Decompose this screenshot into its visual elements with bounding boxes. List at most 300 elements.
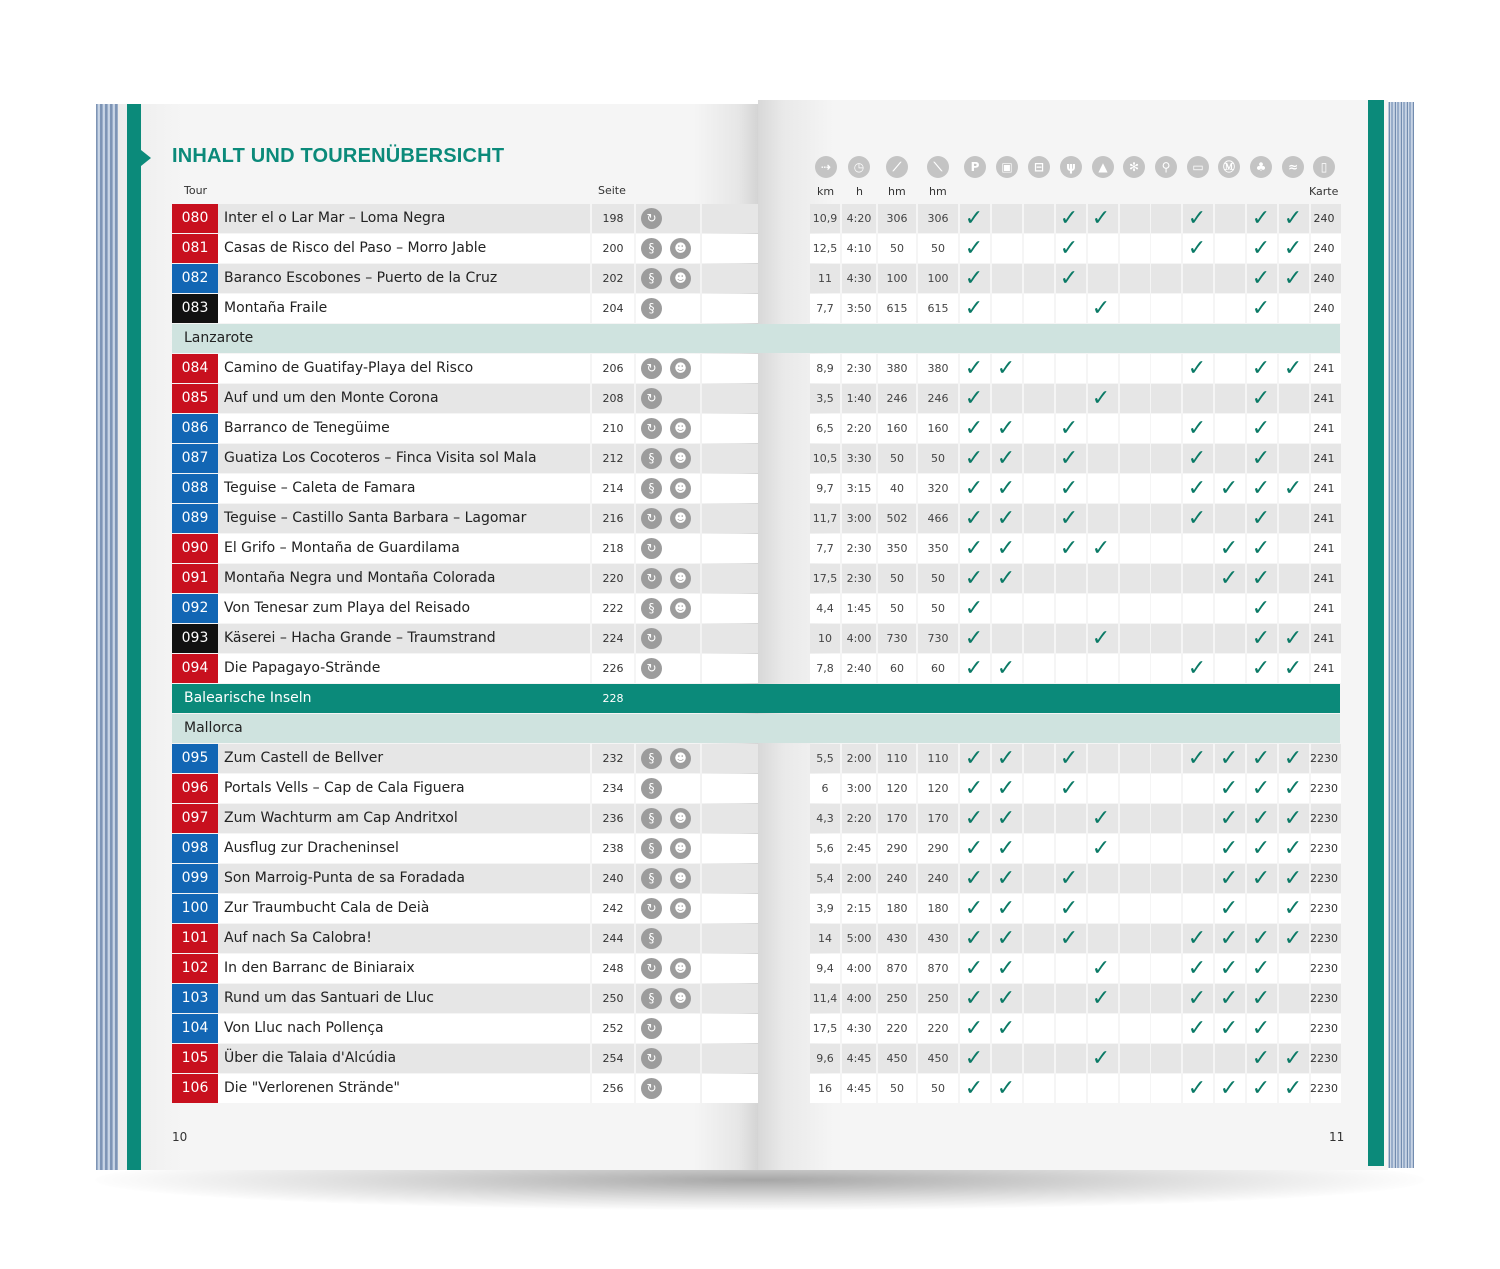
tour-ascent: 120: [886, 782, 908, 795]
tour-number: 106: [172, 1074, 218, 1103]
check-icon: ✓: [1091, 836, 1111, 861]
tour-number: 087: [172, 444, 218, 473]
restaurant-icon: ψ: [1060, 156, 1082, 178]
cell-background: [702, 894, 758, 923]
tour-descent: 240: [927, 872, 949, 885]
cell-background: [1024, 294, 1054, 323]
check-icon: ✓: [964, 536, 984, 561]
one-way-route-icon: §: [641, 748, 662, 769]
tour-duration: 2:20: [846, 422, 872, 435]
check-icon: ✓: [1283, 266, 1303, 291]
check-icon: ✓: [964, 866, 984, 891]
page-number-right: 11: [1329, 1130, 1345, 1144]
tour-map-number: 2230: [1310, 842, 1338, 855]
check-icon: ✓: [1187, 956, 1207, 981]
tour-name: Baranco Escobones – Puerto de la Cruz: [224, 270, 498, 286]
tour-number: 088: [172, 474, 218, 503]
loop-route-icon: ↻: [641, 898, 662, 919]
tour-map-number: 241: [1313, 362, 1335, 375]
clock-icon: ◷: [848, 156, 870, 178]
cell-background: [992, 294, 1022, 323]
tour-map-number: 241: [1313, 542, 1335, 555]
tour-ascent: 40: [890, 482, 904, 495]
tour-ascent: 240: [886, 872, 908, 885]
tour-number: 085: [172, 384, 218, 413]
kid-friendly-icon: ☻: [670, 238, 691, 259]
kid-friendly-icon: ☻: [670, 868, 691, 889]
cell-background: [1024, 444, 1054, 473]
cell-background: [1183, 834, 1213, 863]
cell-background: [1056, 1074, 1086, 1103]
check-icon: ✓: [964, 476, 984, 501]
cell-background: [702, 294, 758, 323]
tour-number: 090: [172, 534, 218, 563]
one-way-route-icon: §: [641, 478, 662, 499]
tour-page: 220: [602, 572, 624, 585]
header-tour: Tour: [184, 184, 208, 197]
tour-ascent: 60: [890, 662, 904, 675]
loop-route-icon: ↻: [641, 538, 662, 559]
check-icon: ✓: [996, 476, 1016, 501]
tour-page: 254: [602, 1052, 624, 1065]
section-row: [0, 714, 1500, 744]
cell-background: [1024, 414, 1054, 443]
cell-background: [1056, 654, 1086, 683]
cell-background: [1120, 564, 1150, 593]
tour-ascent: 350: [886, 542, 908, 555]
cell-background: [1151, 894, 1181, 923]
tour-name: Inter el o Lar Mar – Loma Negra: [224, 210, 446, 226]
header-hm-up: hm: [888, 185, 906, 198]
tour-distance: 5,5: [816, 752, 834, 765]
tour-page: 226: [602, 662, 624, 675]
tour-descent: 100: [927, 272, 949, 285]
tour-map-number: 2230: [1310, 752, 1338, 765]
cell-background: [1151, 384, 1181, 413]
table-row: [0, 894, 1500, 924]
check-icon: ✓: [964, 446, 984, 471]
cell-background: [702, 1014, 758, 1043]
tour-map-number: 241: [1313, 422, 1335, 435]
page-number-left: 10: [172, 1130, 188, 1144]
cell-background: [1088, 234, 1118, 263]
check-icon: ✓: [1091, 296, 1111, 321]
kid-friendly-icon: ☻: [670, 598, 691, 619]
kid-friendly-icon: ☻: [670, 478, 691, 499]
tour-ascent: 870: [886, 962, 908, 975]
cell-background: [1088, 864, 1118, 893]
header-km: km: [817, 185, 835, 198]
check-icon: ✓: [1187, 416, 1207, 441]
tour-duration: 4:45: [846, 1082, 872, 1095]
cell-background: [1056, 624, 1086, 653]
map-icon: ▯: [1313, 156, 1335, 178]
cell-background: [1120, 924, 1150, 953]
table-row: [0, 294, 1500, 324]
tour-name: Rund um das Santuari de Lluc: [224, 990, 434, 1006]
tour-duration: 1:45: [846, 602, 872, 615]
cell-background: [1279, 444, 1309, 473]
check-icon: ✓: [996, 536, 1016, 561]
cell-background: [1151, 1014, 1181, 1043]
cell-background: [1279, 534, 1309, 563]
tour-descent: 250: [927, 992, 949, 1005]
tour-page: 236: [602, 812, 624, 825]
cell-background: [1056, 984, 1086, 1013]
tour-distance: 14: [818, 932, 832, 945]
tour-duration: 2:30: [846, 572, 872, 585]
tour-descent: 50: [931, 572, 945, 585]
check-icon: ✓: [1187, 656, 1207, 681]
cell-background: [1120, 1014, 1150, 1043]
tour-descent: 615: [927, 302, 949, 315]
table-row: [0, 594, 1500, 624]
tour-descent: 50: [931, 242, 945, 255]
tour-number: 099: [172, 864, 218, 893]
loop-route-icon: ↻: [641, 508, 662, 529]
cell-background: [1088, 894, 1118, 923]
cell-background: [702, 384, 758, 413]
check-icon: ✓: [1283, 356, 1303, 381]
cell-background: [1120, 204, 1150, 233]
tour-number: 103: [172, 984, 218, 1013]
cell-background: [992, 594, 1022, 623]
cell-background: [1183, 384, 1213, 413]
check-icon: ✓: [996, 506, 1016, 531]
cell-background: [1024, 1044, 1054, 1073]
tour-distance: 11,4: [812, 992, 838, 1005]
tour-distance: 9,4: [816, 962, 834, 975]
cell-background: [1247, 894, 1277, 923]
loop-route-icon: ↻: [641, 1048, 662, 1069]
tour-map-number: 241: [1313, 632, 1335, 645]
table-row: [0, 624, 1500, 654]
tour-descent: 466: [927, 512, 949, 525]
check-icon: ✓: [1091, 206, 1111, 231]
cell-background: [702, 474, 758, 503]
cell-background: [1151, 774, 1181, 803]
cell-background: [702, 924, 758, 953]
check-icon: ✓: [964, 356, 984, 381]
check-icon: ✓: [1091, 956, 1111, 981]
table-row: [0, 264, 1500, 294]
cell-background: [1024, 594, 1054, 623]
check-icon: ✓: [1251, 446, 1271, 471]
tour-duration: 2:30: [846, 362, 872, 375]
cell-background: [1056, 804, 1086, 833]
check-icon: ✓: [1283, 896, 1303, 921]
table-row: [0, 504, 1500, 534]
cell-background: [702, 534, 758, 563]
check-icon: ✓: [1251, 476, 1271, 501]
cell-background: [1215, 264, 1245, 293]
table-row: [0, 954, 1500, 984]
cell-background: [1215, 1044, 1245, 1073]
tour-page: 202: [602, 272, 624, 285]
check-icon: ✓: [1251, 776, 1271, 801]
tour-page: 250: [602, 992, 624, 1005]
table-row: [0, 984, 1500, 1014]
cell-background: [1088, 474, 1118, 503]
check-icon: ✓: [1251, 356, 1271, 381]
tour-ascent: 50: [890, 1082, 904, 1095]
cell-background: [1183, 864, 1213, 893]
cell-background: [1088, 924, 1118, 953]
cell-background: [1279, 984, 1309, 1013]
tour-descent: 180: [927, 902, 949, 915]
cell-background: [702, 984, 758, 1013]
cell-background: [1183, 804, 1213, 833]
check-icon: ✓: [1251, 656, 1271, 681]
one-way-route-icon: §: [641, 778, 662, 799]
cell-background: [1056, 594, 1086, 623]
table-row: [0, 1014, 1500, 1044]
check-icon: ✓: [1251, 596, 1271, 621]
tour-page: 214: [602, 482, 624, 495]
check-icon: ✓: [1187, 446, 1207, 471]
tour-ascent: 450: [886, 1052, 908, 1065]
cell-background: [1024, 264, 1054, 293]
tour-name: Camino de Guatifay-Playa del Risco: [224, 360, 474, 376]
check-icon: ✓: [1251, 296, 1271, 321]
check-icon: ✓: [964, 1076, 984, 1101]
check-icon: ✓: [1251, 206, 1271, 231]
one-way-route-icon: §: [641, 988, 662, 1009]
loop-route-icon: ↻: [641, 208, 662, 229]
check-icon: ✓: [964, 986, 984, 1011]
cell-background: [992, 264, 1022, 293]
cable-car-icon: ⊟: [1028, 156, 1050, 178]
tour-duration: 2:45: [846, 842, 872, 855]
cell-background: [1215, 234, 1245, 263]
cell-background: [992, 384, 1022, 413]
tour-page: 234: [602, 782, 624, 795]
check-icon: ✓: [1187, 236, 1207, 261]
check-icon: ✓: [964, 836, 984, 861]
check-icon: ✓: [1283, 746, 1303, 771]
tour-page: 256: [602, 1082, 624, 1095]
tour-number: 091: [172, 564, 218, 593]
tour-map-number: 241: [1313, 482, 1335, 495]
check-icon: ✓: [1283, 866, 1303, 891]
cell-background: [1279, 564, 1309, 593]
cell-background: [1024, 204, 1054, 233]
check-icon: ✓: [996, 926, 1016, 951]
check-icon: ✓: [964, 926, 984, 951]
tour-map-number: 241: [1313, 452, 1335, 465]
tour-page: 242: [602, 902, 624, 915]
cell-background: [1088, 654, 1118, 683]
check-icon: ✓: [1251, 506, 1271, 531]
check-icon: ✓: [1283, 1076, 1303, 1101]
check-icon: ✓: [964, 266, 984, 291]
check-icon: ✓: [1219, 476, 1239, 501]
table-row: [0, 774, 1500, 804]
check-icon: ✓: [1059, 476, 1079, 501]
tour-ascent: 306: [886, 212, 908, 225]
cell-background: [1279, 384, 1309, 413]
tour-number: 105: [172, 1044, 218, 1073]
cell-background: [1151, 924, 1181, 953]
tour-name: Zum Wachturm am Cap Andritxol: [224, 810, 458, 826]
check-icon: ✓: [996, 416, 1016, 441]
check-icon: ✓: [996, 656, 1016, 681]
tour-page: 224: [602, 632, 624, 645]
tour-name: Montaña Negra und Montaña Colorada: [224, 570, 496, 586]
tour-number: 086: [172, 414, 218, 443]
tour-ascent: 615: [886, 302, 908, 315]
tour-map-number: 2230: [1310, 812, 1338, 825]
cell-background: [702, 564, 758, 593]
check-icon: ✓: [1059, 236, 1079, 261]
tour-distance: 17,5: [812, 1022, 838, 1035]
tour-descent: 246: [927, 392, 949, 405]
check-icon: ✓: [964, 566, 984, 591]
check-icon: ✓: [964, 386, 984, 411]
check-icon: ✓: [996, 446, 1016, 471]
tour-page: 212: [602, 452, 624, 465]
table-row: [0, 804, 1500, 834]
tour-ascent: 250: [886, 992, 908, 1005]
tour-descent: 306: [927, 212, 949, 225]
cell-background: [1151, 594, 1181, 623]
check-icon: ✓: [1091, 986, 1111, 1011]
tour-ascent: 730: [886, 632, 908, 645]
cell-background: [1279, 594, 1309, 623]
check-icon: ✓: [1251, 866, 1271, 891]
check-icon: ✓: [1219, 926, 1239, 951]
check-icon: ✓: [1059, 506, 1079, 531]
cell-background: [1024, 864, 1054, 893]
cell-background: [1056, 1044, 1086, 1073]
cell-background: [1120, 954, 1150, 983]
cell-background: [1024, 984, 1054, 1013]
check-icon: ✓: [996, 746, 1016, 771]
tour-name: Die Papagayo-Strände: [224, 660, 381, 676]
cell-background: [1183, 1044, 1213, 1073]
header-h: h: [856, 185, 863, 198]
tour-ascent: 502: [886, 512, 908, 525]
cell-background: [1088, 414, 1118, 443]
cell-background: [1215, 414, 1245, 443]
tour-number: 096: [172, 774, 218, 803]
check-icon: ✓: [996, 896, 1016, 921]
cell-background: [1151, 414, 1181, 443]
cell-background: [1120, 594, 1150, 623]
cell-background: [1215, 624, 1245, 653]
tour-descent: 430: [927, 932, 949, 945]
table-row: [0, 1074, 1500, 1104]
cell-background: [1215, 444, 1245, 473]
cell-background: [1024, 1014, 1054, 1043]
check-icon: ✓: [1059, 266, 1079, 291]
tour-map-number: 2230: [1310, 1052, 1338, 1065]
tour-ascent: 220: [886, 1022, 908, 1035]
check-icon: ✓: [1059, 536, 1079, 561]
tour-distance: 10,9: [812, 212, 838, 225]
check-icon: ✓: [1187, 926, 1207, 951]
cell-background: [1056, 354, 1086, 383]
section-band: [172, 684, 1340, 713]
tour-page: 240: [602, 872, 624, 885]
check-icon: ✓: [1251, 1076, 1271, 1101]
table-row: [0, 834, 1500, 864]
cell-background: [1279, 954, 1309, 983]
check-icon: ✓: [996, 806, 1016, 831]
tour-duration: 4:00: [846, 632, 872, 645]
cell-background: [1024, 654, 1054, 683]
tour-page: 206: [602, 362, 624, 375]
tour-descent: 730: [927, 632, 949, 645]
cell-background: [1120, 354, 1150, 383]
check-icon: ✓: [964, 206, 984, 231]
cell-background: [1056, 564, 1086, 593]
cell-background: [1151, 954, 1181, 983]
tour-page: 252: [602, 1022, 624, 1035]
tour-distance: 6: [821, 782, 829, 795]
table-row: [0, 744, 1500, 774]
check-icon: ✓: [1091, 806, 1111, 831]
check-icon: ✓: [1187, 476, 1207, 501]
cell-background: [702, 264, 758, 293]
check-icon: ✓: [1059, 896, 1079, 921]
check-icon: ✓: [1283, 836, 1303, 861]
tour-descent: 870: [927, 962, 949, 975]
ascent-icon: ⟋: [886, 156, 908, 178]
tour-descent: 110: [927, 752, 949, 765]
tour-duration: 4:00: [846, 962, 872, 975]
tour-descent: 380: [927, 362, 949, 375]
table-row: [0, 564, 1500, 594]
cell-background: [702, 204, 758, 233]
swim-icon: ≈: [1282, 156, 1304, 178]
winter-icon: ✻: [1123, 156, 1145, 178]
tour-descent: 320: [927, 482, 949, 495]
tour-name: Auf und um den Monte Corona: [224, 390, 439, 406]
tour-ascent: 290: [886, 842, 908, 855]
tour-name: Über die Talaia d'Alcúdia: [224, 1050, 397, 1066]
tour-descent: 290: [927, 842, 949, 855]
header-karte: Karte: [1309, 185, 1339, 198]
check-icon: ✓: [1219, 536, 1239, 561]
cell-background: [1120, 654, 1150, 683]
tour-page: 204: [602, 302, 624, 315]
tour-name: Von Lluc nach Pollença: [224, 1020, 384, 1036]
cell-background: [1215, 654, 1245, 683]
check-icon: ✓: [1251, 386, 1271, 411]
cell-background: [1183, 594, 1213, 623]
tour-distance: 8,9: [816, 362, 834, 375]
tour-distance: 3,5: [816, 392, 834, 405]
tour-descent: 220: [927, 1022, 949, 1035]
cell-background: [1151, 654, 1181, 683]
tour-number: 102: [172, 954, 218, 983]
cell-background: [1088, 774, 1118, 803]
tour-number: 083: [172, 294, 218, 323]
kid-friendly-icon: ☻: [670, 358, 691, 379]
cell-background: [702, 1074, 758, 1103]
cell-background: [1151, 804, 1181, 833]
table-row: [0, 444, 1500, 474]
tour-number: 101: [172, 924, 218, 953]
tour-descent: 50: [931, 602, 945, 615]
cell-background: [1279, 414, 1309, 443]
one-way-route-icon: §: [641, 808, 662, 829]
check-icon: ✓: [1059, 746, 1079, 771]
cell-background: [702, 954, 758, 983]
check-icon: ✓: [1283, 776, 1303, 801]
tour-distance: 7,7: [816, 302, 834, 315]
